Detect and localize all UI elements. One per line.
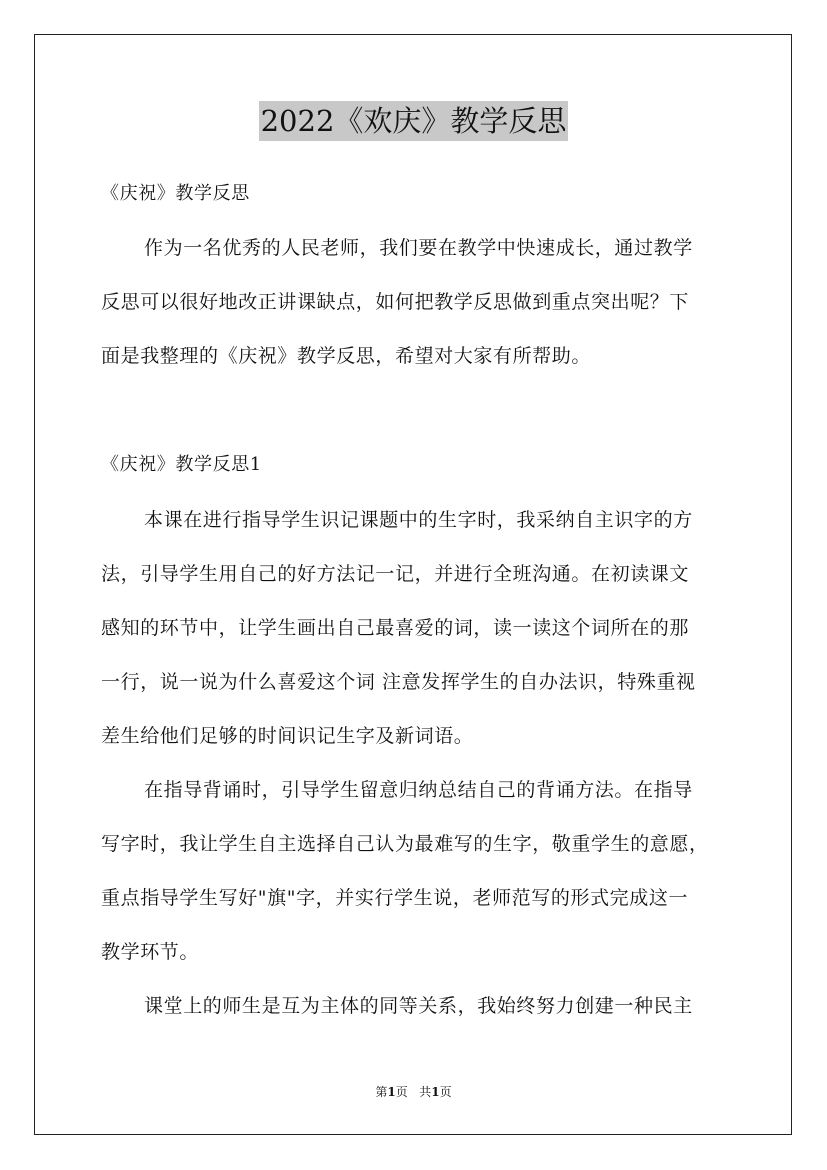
paragraph-line: 法，引导学生用自己的好方法记一记，并进行全班沟通。在初读课文 <box>101 563 690 585</box>
footer-page-suffix: 页 <box>395 1085 408 1099</box>
intro-line: 面是我整理的《庆祝》教学反思，希望对大家有所帮助。 <box>101 345 592 367</box>
footer-total-number: 1 <box>431 1085 440 1099</box>
paragraph-line: 一行，说一说为什么喜爱这个词 注意发挥学生的自办法识，特殊重视 <box>101 671 696 693</box>
paragraph-line: 写字时，我让学生自主选择自己认为最难写的生字，敬重学生的意愿， <box>101 833 709 855</box>
paragraph-line: 本课在进行指导学生识记课题中的生字时，我采纳自主识字的方 <box>144 509 693 531</box>
footer-page-number: 1 <box>387 1085 396 1099</box>
paragraph-line: 课堂上的师生是互为主体的同等关系，我始终努力创建一种民主 <box>144 995 693 1017</box>
intro-line: 作为一名优秀的人民老师，我们要在教学中快速成长，通过教学 <box>144 237 693 259</box>
subtitle: 《庆祝》教学反思 <box>101 183 250 204</box>
document-title: 2022《欢庆》教学反思 <box>259 101 569 141</box>
footer-page-prefix: 第 <box>375 1085 388 1099</box>
footer-total-prefix: 共 <box>419 1085 432 1099</box>
page-footer <box>0 1084 827 1100</box>
paragraph-line: 差生给他们足够的时间识记生字及新词语。 <box>101 725 474 747</box>
title-container <box>0 101 827 141</box>
section-heading: 《庆祝》教学反思1 <box>101 454 262 475</box>
paragraph-line: 在指导背诵时，引导学生留意归纳总结自己的背诵方法。在指导 <box>144 779 693 801</box>
intro-line: 反思可以很好地改正讲课缺点，如何把教学反思做到重点突出呢？下 <box>101 291 690 313</box>
paragraph-line: 重点指导学生写好"旗"字，并实行学生说，老师范写的形式完成这一 <box>101 887 689 909</box>
paragraph-line: 教学环节。 <box>101 941 200 963</box>
footer-total-suffix: 页 <box>439 1085 452 1099</box>
paragraph-line: 感知的环节中，让学生画出自己最喜爱的词，读一读这个词所在的那 <box>101 617 690 639</box>
